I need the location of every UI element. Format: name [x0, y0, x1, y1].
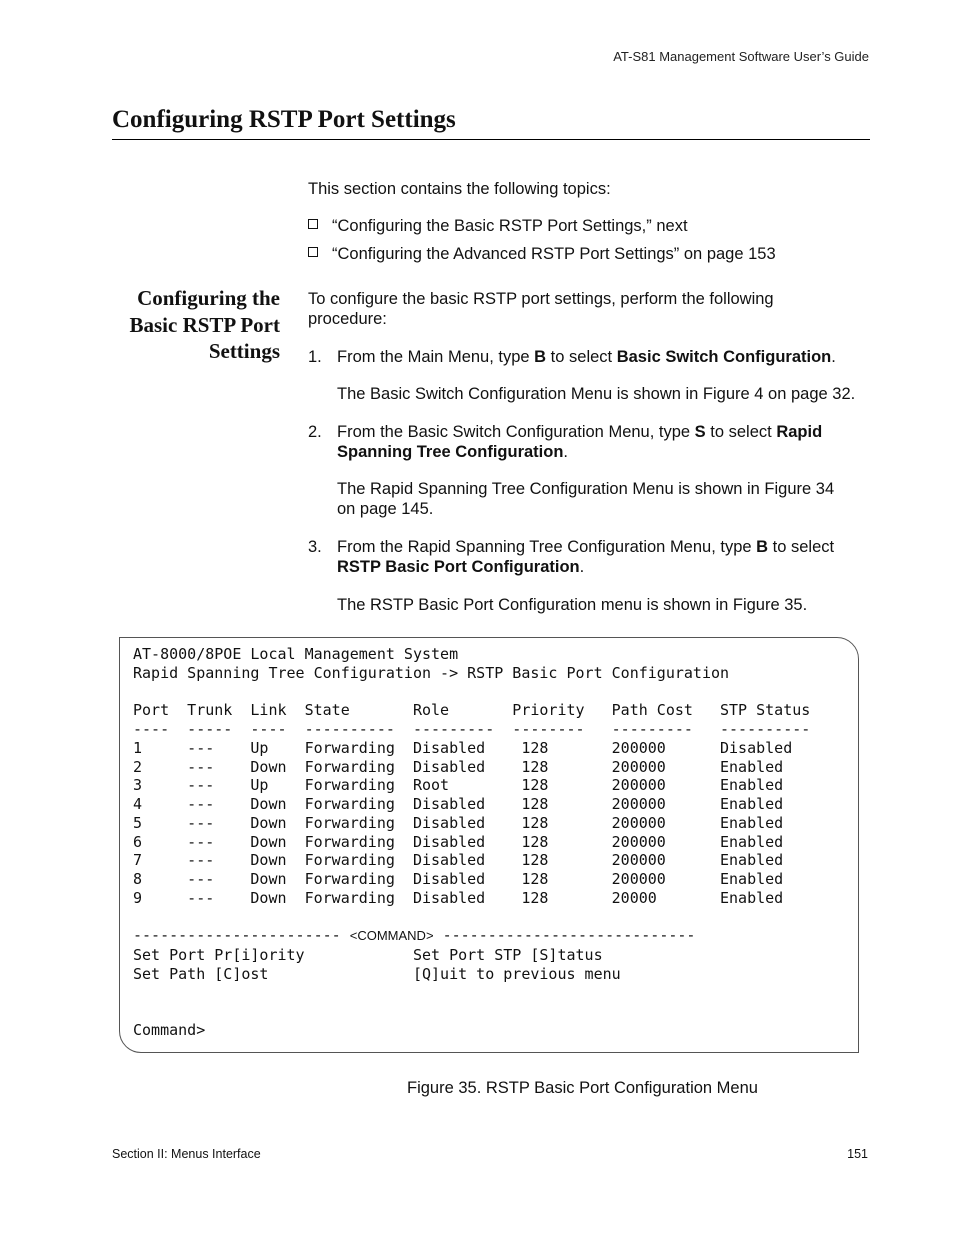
- step-text: From the Basic Switch Configuration Menu, type: [337, 423, 695, 441]
- menu-options-row: Set Path [C]ost [Q]uit to previous menu: [133, 964, 621, 983]
- table-row: 6 --- Down Forwarding Disabled 128 200000 Enabled: [133, 832, 784, 851]
- checkbox-bullet-icon: [308, 219, 318, 229]
- step-text: .: [563, 443, 569, 461]
- step-note: The Rapid Spanning Tree Configuration Menu is shown in Figure 34 on page 145.: [337, 480, 835, 518]
- table-row: 7 --- Down Forwarding Disabled 128 200000 Enabled: [133, 851, 784, 870]
- step-text: to select: [546, 348, 617, 366]
- procedure-intro-line: procedure:: [308, 310, 387, 328]
- step-text: From the Main Menu, type: [337, 348, 535, 366]
- step-menu-name: Basic Switch Configuration: [616, 348, 832, 366]
- figure-caption: Figure 35. RSTP Basic Port Configuration Menu: [407, 1079, 758, 1097]
- section-heading: [100, 285, 280, 365]
- command-divider-left: -----------------------: [133, 926, 350, 945]
- step-number: 3.: [308, 538, 322, 556]
- step-instruction: [337, 347, 872, 367]
- topic-text: “Configuring the Basic RSTP Port Settings,” next: [332, 217, 688, 235]
- procedure-intro: [308, 289, 774, 329]
- step-note: The RSTP Basic Port Configuration menu is shown in Figure 35.: [337, 596, 808, 614]
- terminal-column-rule: ---- ----- ---- ---------- --------- -------- --------- ----------: [133, 720, 811, 738]
- procedure-intro-line: To configure the basic RSTP port settings, perform the following: [308, 290, 774, 308]
- step-note: The Basic Switch Configuration Menu is shown in Figure 4 on page 32.: [337, 385, 856, 403]
- terminal-screen: [133, 645, 810, 1040]
- table-row: 2 --- Down Forwarding Disabled 128 200000 Enabled: [133, 757, 784, 776]
- step-instruction: [337, 537, 867, 577]
- step-number: 1.: [308, 348, 322, 366]
- table-row: 3 --- Up Forwarding Root 128 200000 Enabled: [133, 776, 784, 795]
- section-heading-line: Configuring the: [137, 286, 280, 310]
- footer-section: Section II: Menus Interface: [112, 1147, 261, 1161]
- command-prompt: Command>: [133, 1021, 206, 1039]
- terminal-system-line: AT-8000/8POE Local Management System: [133, 645, 459, 663]
- step-menu-name: Rapid Spanning Tree Configuration: [337, 423, 823, 461]
- step-text: to select: [768, 538, 835, 556]
- terminal-menu-path: Rapid Spanning Tree Configuration -> RSTP Basic Port Configuration: [133, 663, 730, 682]
- step-menu-name: RSTP Basic Port Configuration: [337, 558, 580, 576]
- step-instruction: [337, 422, 857, 462]
- step-key: B: [534, 348, 547, 366]
- table-row: 1 --- Up Forwarding Disabled 128 200000 Disabled: [133, 738, 793, 757]
- step-number: 2.: [308, 423, 322, 441]
- step-key: S: [694, 423, 706, 441]
- step-text: .: [579, 558, 585, 576]
- running-header: AT-S81 Management Software User’s Guide: [613, 49, 869, 64]
- table-row: 5 --- Down Forwarding Disabled 128 200000 Enabled: [133, 813, 784, 832]
- topic-text: “Configuring the Advanced RSTP Port Settings” on page 153: [332, 245, 776, 263]
- command-divider-label: <COMMAND>: [349, 928, 434, 944]
- topic-item: [308, 244, 776, 264]
- section-heading-line: Basic RSTP Port: [129, 312, 280, 337]
- step-text: to select: [705, 423, 777, 441]
- menu-options-row: Set Port Pr[i]ority Set Port STP [S]tatus: [133, 946, 603, 964]
- intro-text: This section contains the following topics:: [308, 180, 611, 198]
- topic-item: [308, 216, 688, 236]
- step-key: B: [756, 538, 769, 556]
- title-rule: [112, 139, 870, 140]
- table-row: 8 --- Down Forwarding Disabled 128 200000 Enabled: [133, 870, 784, 888]
- command-divider-right: ----------------------------: [433, 926, 696, 945]
- terminal-column-headers: Port Trunk Link State Role Priority Path Cost STP Status: [133, 701, 811, 720]
- page-title: Configuring RSTP Port Settings: [112, 106, 456, 133]
- checkbox-bullet-icon: [308, 247, 318, 257]
- table-row: 9 --- Down Forwarding Disabled 128 20000 Enabled: [133, 888, 784, 907]
- table-row: 4 --- Down Forwarding Disabled 128 200000 Enabled: [133, 795, 784, 813]
- section-heading-line: Settings: [208, 339, 280, 363]
- page-number: 151: [847, 1147, 868, 1161]
- step-text: .: [831, 348, 836, 366]
- step-text: From the Rapid Spanning Tree Configuration Menu, type: [337, 538, 757, 556]
